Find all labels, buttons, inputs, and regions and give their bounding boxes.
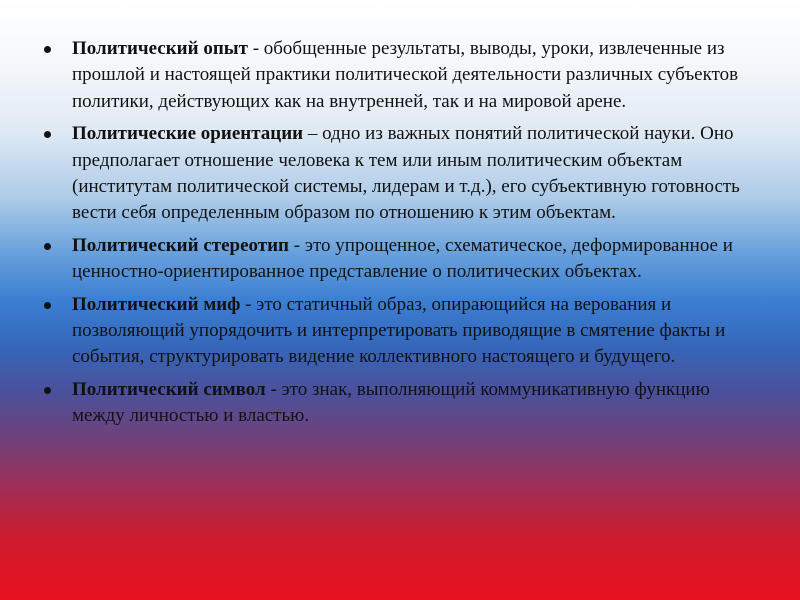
bullet-icon bbox=[44, 131, 51, 138]
term-label: Политический символ bbox=[72, 378, 266, 400]
bullet-icon bbox=[44, 387, 51, 394]
list-item bbox=[44, 121, 744, 227]
term-label: Политический стереотип bbox=[72, 234, 289, 256]
definition-text: - это упрощенное, схематическое, деформированное и ценностно-ориентированное представление о политических объектах. bbox=[72, 234, 733, 283]
bullet-icon bbox=[44, 46, 51, 53]
list-item bbox=[44, 36, 744, 115]
definition-list bbox=[44, 36, 744, 436]
term-label: Политические ориентации bbox=[72, 123, 304, 145]
list-item bbox=[44, 377, 744, 430]
bullet-icon bbox=[44, 243, 51, 250]
term-label: Политический миф bbox=[72, 293, 241, 315]
definition-text: - это статичный образ, опирающийся на верования и позволяющий упорядочить и интерпретировать приводящие в смятение факты и события, структурировать видение коллективного настоящего и будущего. bbox=[72, 293, 726, 368]
list-item bbox=[44, 292, 744, 371]
bullet-icon bbox=[44, 302, 51, 309]
term-label: Политический опыт bbox=[72, 38, 248, 59]
definition-text: - обобщенные результаты, выводы, уроки, извлеченные из прошлой и настоящей практики политической деятельности различных субъектов политики, действующих как на внутренней, так и на мировой арене. bbox=[72, 38, 739, 112]
list-item bbox=[44, 233, 744, 286]
definition-text: - это знак, выполняющий коммуникативную функцию между личностью и властью. bbox=[72, 378, 710, 427]
definition-text: – одно из важных понятий политической науки. Оно предполагает отношение человека к тем или иным политическим объектам (институтам политической системы, лидерам и т.д.), его субъективную готовность вести себя определенным образом по отношению к этим объектам. bbox=[72, 123, 740, 224]
